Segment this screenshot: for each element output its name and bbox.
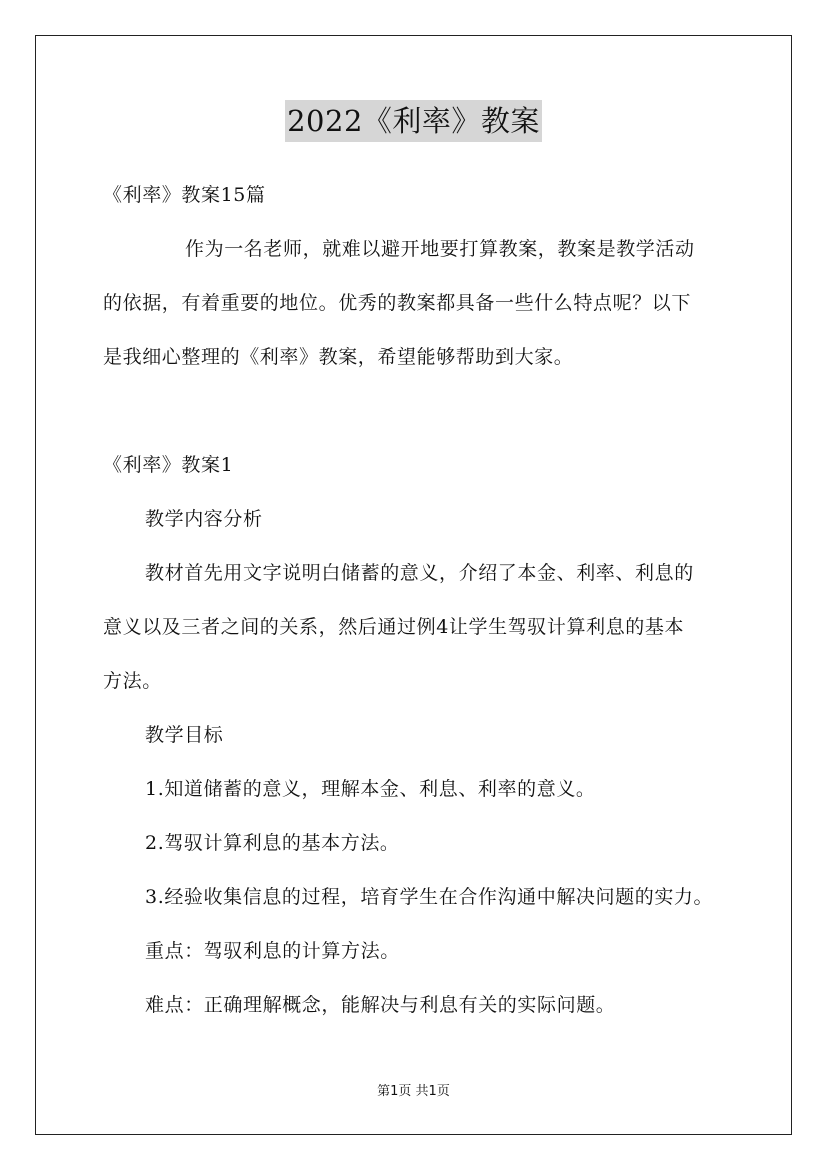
document-title-wrapper bbox=[0, 100, 827, 142]
section-heading: 《利率》教案1 bbox=[103, 454, 234, 476]
goal-item-1: 1.知道储蓄的意义，理解本金、利息、利率的意义。 bbox=[145, 778, 596, 800]
key-point: 重点：驾驭利息的计算方法。 bbox=[145, 940, 400, 962]
intro-line-3: 是我细心整理的《利率》教案，希望能够帮助到大家。 bbox=[103, 346, 574, 368]
page-footer: 第1页 共1页 bbox=[377, 1084, 450, 1099]
goal-item-2: 2.驾驭计算利息的基本方法。 bbox=[145, 832, 400, 854]
analysis-heading: 教学内容分析 bbox=[145, 508, 263, 530]
document-subtitle: 《利率》教案15篇 bbox=[103, 184, 266, 206]
difficulty-point: 难点：正确理解概念，能解决与利息有关的实际问题。 bbox=[145, 994, 616, 1016]
analysis-line-3: 方法。 bbox=[103, 670, 162, 692]
goal-item-3: 3.经验收集信息的过程，培育学生在合作沟通中解决问题的实力。 bbox=[145, 886, 714, 908]
analysis-line-2: 意义以及三者之间的关系，然后通过例4让学生驾驭计算利息的基本 bbox=[103, 616, 685, 638]
intro-line-1: 作为一名老师，就难以避开地要打算教案，教案是教学活动 bbox=[185, 238, 695, 260]
intro-line-2: 的依据，有着重要的地位。优秀的教案都具备一些什么特点呢？以下 bbox=[103, 292, 692, 314]
analysis-line-1: 教材首先用文字说明白储蓄的意义，介绍了本金、利率、利息的 bbox=[145, 562, 694, 584]
document-title: 2022《利率》教案 bbox=[285, 100, 542, 142]
goals-heading: 教学目标 bbox=[145, 724, 224, 746]
